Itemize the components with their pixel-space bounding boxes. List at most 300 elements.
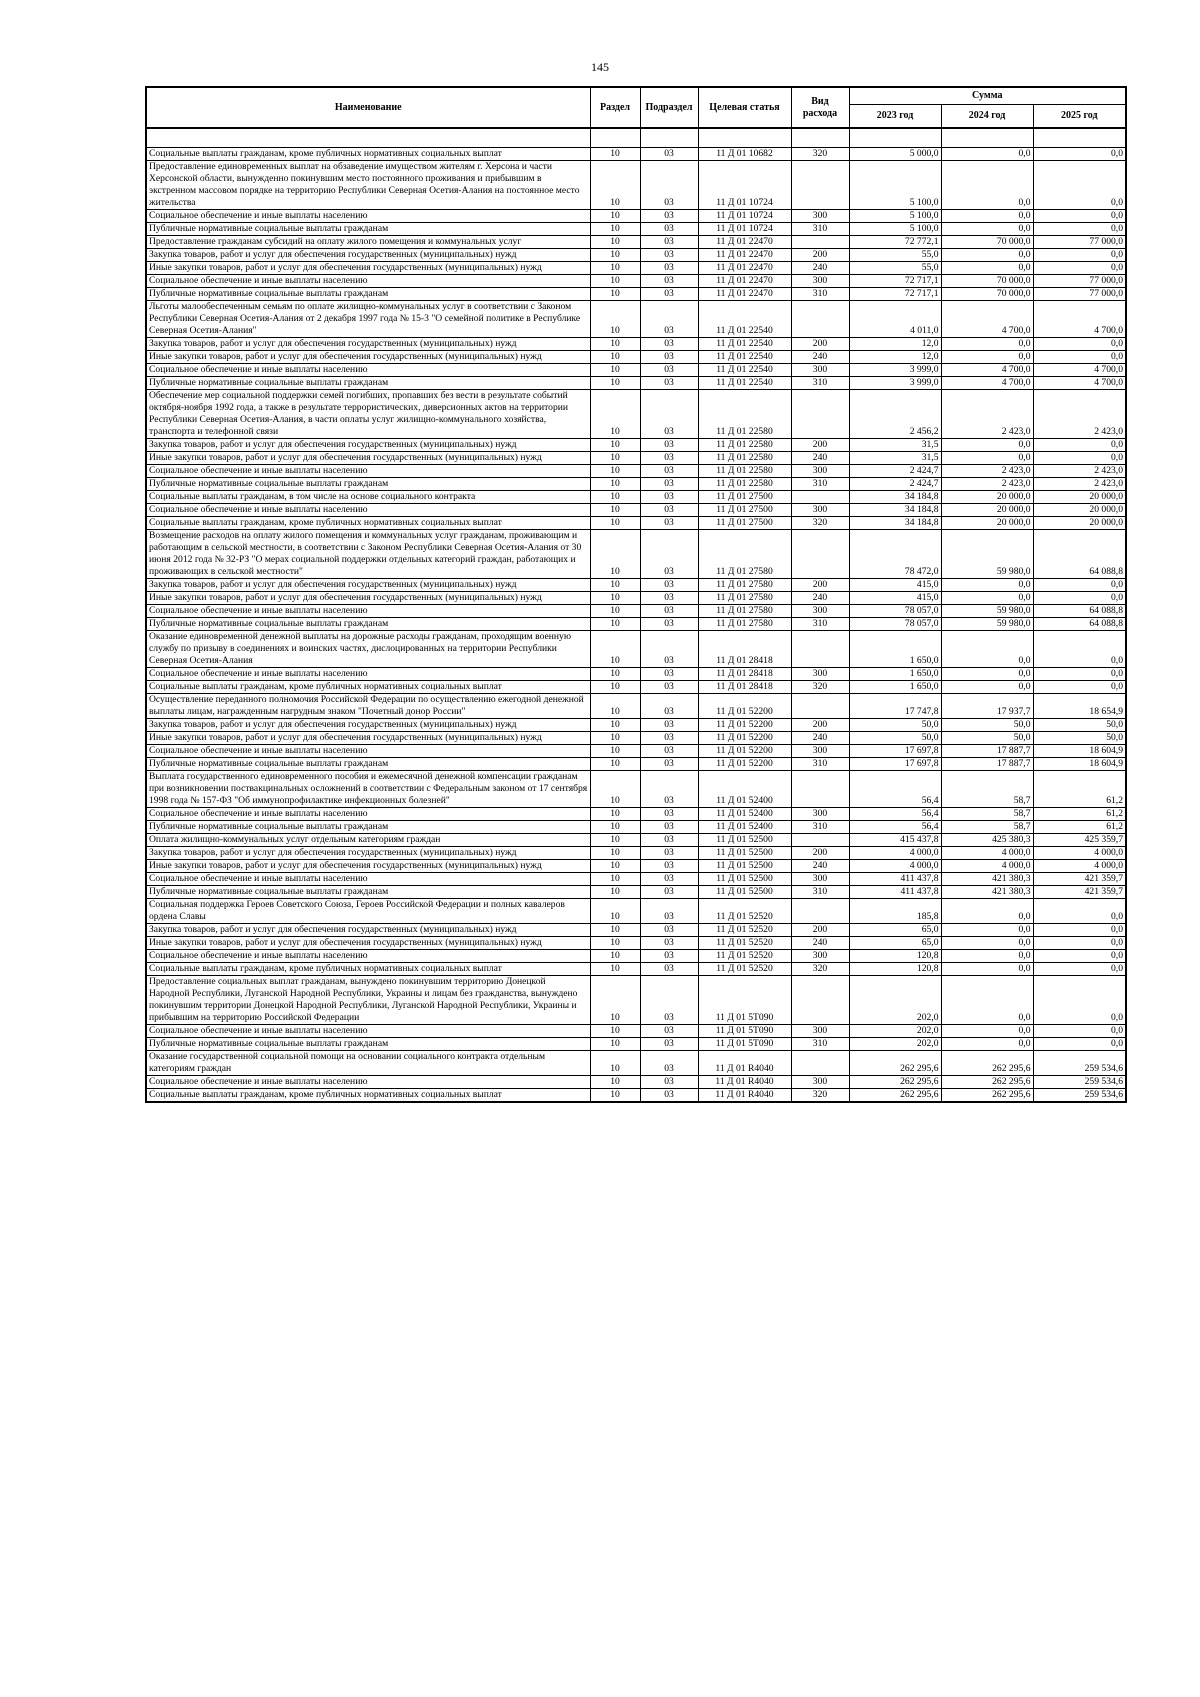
row-section: 10 — [590, 301, 640, 338]
row-amount-2023: 56,4 — [849, 808, 941, 821]
row-subsection: 03 — [640, 732, 698, 745]
row-amount-2023: 31,5 — [849, 452, 941, 465]
table-row — [146, 1051, 1126, 1076]
row-amount-2023: 12,0 — [849, 351, 941, 364]
row-subsection: 03 — [640, 963, 698, 976]
row-amount-2023: 1 650,0 — [849, 681, 941, 694]
row-expense-type: 310 — [791, 758, 849, 771]
row-section: 10 — [590, 579, 640, 592]
row-target: 11 Д 01 27500 — [698, 504, 791, 517]
row-section: 10 — [590, 262, 640, 275]
row-name: Социальное обеспечение и иные выплаты населению — [146, 275, 590, 288]
row-amount-2023: 4 000,0 — [849, 860, 941, 873]
row-expense-type: 300 — [791, 605, 849, 618]
row-target: 11 Д 01 52520 — [698, 924, 791, 937]
row-amount-2023: 78 057,0 — [849, 605, 941, 618]
row-name: Публичные нормативные социальные выплаты гражданам — [146, 223, 590, 236]
row-amount-2023: 415 437,8 — [849, 834, 941, 847]
row-target: 11 Д 01 52520 — [698, 950, 791, 963]
row-section: 10 — [590, 377, 640, 390]
row-section: 10 — [590, 847, 640, 860]
row-amount-2023: 4 011,0 — [849, 301, 941, 338]
row-subsection: 03 — [640, 1025, 698, 1038]
row-amount-2024: 0,0 — [941, 937, 1033, 950]
row-section: 10 — [590, 924, 640, 937]
row-target: 11 Д 01 10724 — [698, 210, 791, 223]
row-expense-type — [791, 530, 849, 579]
row-target: 11 Д 01 27580 — [698, 592, 791, 605]
row-subsection: 03 — [640, 618, 698, 631]
row-expense-type: 240 — [791, 860, 849, 873]
row-subsection: 03 — [640, 860, 698, 873]
row-subsection: 03 — [640, 924, 698, 937]
row-section: 10 — [590, 886, 640, 899]
row-expense-type: 300 — [791, 465, 849, 478]
row-target: 11 Д 01 27500 — [698, 491, 791, 504]
row-section: 10 — [590, 491, 640, 504]
row-expense-type — [791, 694, 849, 719]
row-name: Оказание государственной социальной помощи на основании социального контракта отдельным категориям граждан — [146, 1051, 590, 1076]
row-subsection: 03 — [640, 834, 698, 847]
row-expense-type: 320 — [791, 681, 849, 694]
row-target: 11 Д 01 52200 — [698, 758, 791, 771]
row-amount-2025: 2 423,0 — [1033, 478, 1126, 491]
table-row — [146, 771, 1126, 808]
table-row — [146, 288, 1126, 301]
row-amount-2024: 4 700,0 — [941, 364, 1033, 377]
row-name: Публичные нормативные социальные выплаты гражданам — [146, 758, 590, 771]
row-target: 11 Д 01 R4040 — [698, 1076, 791, 1089]
row-amount-2025: 0,0 — [1033, 210, 1126, 223]
row-amount-2023: 34 184,8 — [849, 504, 941, 517]
row-amount-2023: 50,0 — [849, 719, 941, 732]
row-name: Публичные нормативные социальные выплаты гражданам — [146, 618, 590, 631]
row-section: 10 — [590, 821, 640, 834]
row-target: 11 Д 01 52500 — [698, 834, 791, 847]
row-amount-2023: 1 650,0 — [849, 668, 941, 681]
row-expense-type: 310 — [791, 618, 849, 631]
header-year-2023: 2023 год — [849, 105, 941, 129]
row-expense-type: 240 — [791, 592, 849, 605]
row-expense-type: 310 — [791, 223, 849, 236]
row-name: Иные закупки товаров, работ и услуг для обеспечения государственных (муниципальных) нужд — [146, 732, 590, 745]
row-amount-2023: 78 057,0 — [849, 618, 941, 631]
row-target: 11 Д 01 22580 — [698, 452, 791, 465]
row-amount-2023: 120,8 — [849, 963, 941, 976]
row-section: 10 — [590, 161, 640, 210]
row-subsection: 03 — [640, 364, 698, 377]
table-row — [146, 886, 1126, 899]
row-subsection: 03 — [640, 377, 698, 390]
row-target: 11 Д 01 52200 — [698, 745, 791, 758]
row-amount-2024: 0,0 — [941, 579, 1033, 592]
row-section: 10 — [590, 963, 640, 976]
table-row — [146, 631, 1126, 668]
row-target: 11 Д 01 22540 — [698, 301, 791, 338]
row-amount-2024: 20 000,0 — [941, 491, 1033, 504]
row-section: 10 — [590, 605, 640, 618]
table-row — [146, 592, 1126, 605]
row-expense-type: 310 — [791, 288, 849, 301]
row-amount-2024: 20 000,0 — [941, 517, 1033, 530]
row-name: Социальные выплаты гражданам, в том числе на основе социального контракта — [146, 491, 590, 504]
row-subsection: 03 — [640, 847, 698, 860]
row-target: 11 Д 01 22470 — [698, 288, 791, 301]
row-amount-2023: 202,0 — [849, 976, 941, 1025]
table-row — [146, 924, 1126, 937]
row-target: 11 Д 01 27580 — [698, 579, 791, 592]
row-subsection: 03 — [640, 950, 698, 963]
row-target: 11 Д 01 52500 — [698, 886, 791, 899]
row-target: 11 Д 01 22580 — [698, 390, 791, 439]
row-name: Закупка товаров, работ и услуг для обеспечения государственных (муниципальных) нужд — [146, 924, 590, 937]
header-sum: Сумма — [849, 87, 1126, 105]
row-amount-2025: 0,0 — [1033, 899, 1126, 924]
row-subsection: 03 — [640, 1076, 698, 1089]
table-row — [146, 351, 1126, 364]
row-amount-2024: 2 423,0 — [941, 478, 1033, 491]
row-section: 10 — [590, 860, 640, 873]
row-amount-2023: 415,0 — [849, 592, 941, 605]
row-subsection: 03 — [640, 758, 698, 771]
row-amount-2025: 0,0 — [1033, 338, 1126, 351]
row-section: 10 — [590, 452, 640, 465]
row-name: Социальное обеспечение и иные выплаты населению — [146, 808, 590, 821]
row-name: Социальное обеспечение и иные выплаты населению — [146, 950, 590, 963]
row-amount-2023: 56,4 — [849, 771, 941, 808]
table-row — [146, 1025, 1126, 1038]
table-row — [146, 377, 1126, 390]
row-subsection: 03 — [640, 338, 698, 351]
row-subsection: 03 — [640, 605, 698, 618]
row-section: 10 — [590, 899, 640, 924]
row-expense-type: 240 — [791, 262, 849, 275]
row-subsection: 03 — [640, 478, 698, 491]
row-amount-2025: 64 088,8 — [1033, 605, 1126, 618]
row-amount-2025: 77 000,0 — [1033, 275, 1126, 288]
row-amount-2023: 3 999,0 — [849, 364, 941, 377]
table-row — [146, 745, 1126, 758]
row-name: Выплата государственного единовременного пособия и ежемесячной денежной компенсации гражданам при возникновении поствакцинальных осложнений в соответствии с Федеральным законом от 17 сентября 1998 года № 157-ФЗ "Об иммунопрофилактике инфекционных болезней" — [146, 771, 590, 808]
row-expense-type — [791, 236, 849, 249]
row-amount-2025: 0,0 — [1033, 681, 1126, 694]
table-row — [146, 732, 1126, 745]
table-row — [146, 439, 1126, 452]
row-amount-2025: 425 359,7 — [1033, 834, 1126, 847]
row-target: 11 Д 01 27580 — [698, 605, 791, 618]
row-target: 11 Д 01 22470 — [698, 236, 791, 249]
row-target: 11 Д 01 52500 — [698, 873, 791, 886]
row-section: 10 — [590, 694, 640, 719]
row-amount-2024: 0,0 — [941, 351, 1033, 364]
row-name: Предоставление социальных выплат гражданам, вынуждено покинувшим территорию Донецкой Народной Республики, Луганской Народной Республики, Украины и лицам без гражданства, вынуждено покинувшим территории Донецкой Народной Республики, Луганской Народной Республики, Украины и прибывшим на территорию Российской Федерации — [146, 976, 590, 1025]
row-target: 11 Д 01 52500 — [698, 860, 791, 873]
row-subsection: 03 — [640, 249, 698, 262]
row-amount-2024: 17 887,7 — [941, 745, 1033, 758]
row-amount-2023: 72 717,1 — [849, 288, 941, 301]
row-subsection: 03 — [640, 976, 698, 1025]
row-section: 10 — [590, 771, 640, 808]
header-year-2025: 2025 год — [1033, 105, 1126, 129]
row-name: Социальное обеспечение и иные выплаты населению — [146, 605, 590, 618]
row-section: 10 — [590, 1025, 640, 1038]
row-amount-2023: 17 697,8 — [849, 758, 941, 771]
row-amount-2025: 0,0 — [1033, 937, 1126, 950]
row-name: Социальное обеспечение и иные выплаты населению — [146, 504, 590, 517]
row-amount-2023: 50,0 — [849, 732, 941, 745]
row-target: 11 Д 01 R4040 — [698, 1089, 791, 1103]
row-amount-2024: 0,0 — [941, 976, 1033, 1025]
row-amount-2023: 202,0 — [849, 1025, 941, 1038]
row-amount-2025: 77 000,0 — [1033, 236, 1126, 249]
row-amount-2023: 65,0 — [849, 937, 941, 950]
row-target: 11 Д 01 R4040 — [698, 1051, 791, 1076]
row-name: Возмещение расходов на оплату жилого помещения и коммунальных услуг гражданам, проживающим и работающим в сельской местности, в соответствии с Законом Республики Северная Осетия-Алания от 30 июня 2012 года № 32-РЗ "О мерах социальной поддержки отдельных категорий граждан, работающих и проживающих в сельской местности" — [146, 530, 590, 579]
row-amount-2025: 50,0 — [1033, 732, 1126, 745]
row-section: 10 — [590, 808, 640, 821]
row-target: 11 Д 01 10682 — [698, 148, 791, 161]
row-amount-2025: 421 359,7 — [1033, 873, 1126, 886]
row-amount-2025: 20 000,0 — [1033, 504, 1126, 517]
row-subsection: 03 — [640, 771, 698, 808]
row-amount-2024: 70 000,0 — [941, 236, 1033, 249]
row-amount-2025: 50,0 — [1033, 719, 1126, 732]
row-name: Закупка товаров, работ и услуг для обеспечения государственных (муниципальных) нужд — [146, 249, 590, 262]
table-row — [146, 719, 1126, 732]
row-section: 10 — [590, 478, 640, 491]
table-row — [146, 681, 1126, 694]
row-amount-2025: 18 604,9 — [1033, 758, 1126, 771]
table-row — [146, 808, 1126, 821]
row-expense-type — [791, 631, 849, 668]
row-expense-type: 300 — [791, 504, 849, 517]
row-amount-2023: 17 697,8 — [849, 745, 941, 758]
row-amount-2023: 262 295,6 — [849, 1051, 941, 1076]
row-name: Социальные выплаты гражданам, кроме публичных нормативных социальных выплат — [146, 517, 590, 530]
row-name: Публичные нормативные социальные выплаты гражданам — [146, 377, 590, 390]
row-amount-2024: 70 000,0 — [941, 288, 1033, 301]
row-amount-2025: 2 423,0 — [1033, 465, 1126, 478]
row-target: 11 Д 01 52520 — [698, 899, 791, 924]
row-section: 10 — [590, 668, 640, 681]
row-expense-type: 320 — [791, 1089, 849, 1103]
row-section: 10 — [590, 223, 640, 236]
row-expense-type: 200 — [791, 847, 849, 860]
row-amount-2025: 0,0 — [1033, 579, 1126, 592]
row-amount-2025: 0,0 — [1033, 1025, 1126, 1038]
row-amount-2023: 55,0 — [849, 262, 941, 275]
row-amount-2024: 0,0 — [941, 668, 1033, 681]
row-expense-type — [791, 899, 849, 924]
header-year-2024: 2024 год — [941, 105, 1033, 129]
row-target: 11 Д 01 10724 — [698, 161, 791, 210]
row-amount-2024: 0,0 — [941, 681, 1033, 694]
row-name: Публичные нормативные социальные выплаты гражданам — [146, 1038, 590, 1051]
row-amount-2024: 0,0 — [941, 963, 1033, 976]
row-name: Социальные выплаты гражданам, кроме публичных нормативных социальных выплат — [146, 1089, 590, 1103]
row-name: Социальное обеспечение и иные выплаты населению — [146, 1076, 590, 1089]
row-amount-2024: 2 423,0 — [941, 465, 1033, 478]
row-amount-2024: 262 295,6 — [941, 1076, 1033, 1089]
row-target: 11 Д 01 22470 — [698, 249, 791, 262]
row-target: 11 Д 01 28418 — [698, 631, 791, 668]
row-target: 11 Д 01 52400 — [698, 771, 791, 808]
row-name: Публичные нормативные социальные выплаты гражданам — [146, 478, 590, 491]
row-name: Закупка товаров, работ и услуг для обеспечения государственных (муниципальных) нужд — [146, 719, 590, 732]
row-name: Социальное обеспечение и иные выплаты населению — [146, 745, 590, 758]
row-amount-2024: 20 000,0 — [941, 504, 1033, 517]
row-target: 11 Д 01 22540 — [698, 351, 791, 364]
row-expense-type: 310 — [791, 886, 849, 899]
row-name: Социальное обеспечение и иные выплаты населению — [146, 465, 590, 478]
table-row — [146, 517, 1126, 530]
row-target: 11 Д 01 52400 — [698, 821, 791, 834]
header-name: Наименование — [146, 87, 590, 128]
row-subsection: 03 — [640, 210, 698, 223]
table-row — [146, 275, 1126, 288]
row-section: 10 — [590, 758, 640, 771]
row-amount-2023: 72 772,1 — [849, 236, 941, 249]
row-amount-2023: 5 100,0 — [849, 210, 941, 223]
row-amount-2023: 2 424,7 — [849, 478, 941, 491]
budget-table — [145, 86, 1127, 1103]
row-expense-type: 200 — [791, 338, 849, 351]
row-amount-2025: 18 604,9 — [1033, 745, 1126, 758]
row-amount-2024: 59 980,0 — [941, 618, 1033, 631]
row-amount-2025: 0,0 — [1033, 668, 1126, 681]
row-name: Иные закупки товаров, работ и услуг для обеспечения государственных (муниципальных) нужд — [146, 937, 590, 950]
row-amount-2024: 58,7 — [941, 808, 1033, 821]
row-amount-2025: 20 000,0 — [1033, 517, 1126, 530]
row-target: 11 Д 01 22540 — [698, 338, 791, 351]
row-subsection: 03 — [640, 351, 698, 364]
row-name: Иные закупки товаров, работ и услуг для обеспечения государственных (муниципальных) нужд — [146, 262, 590, 275]
row-amount-2025: 64 088,8 — [1033, 618, 1126, 631]
row-section: 10 — [590, 530, 640, 579]
row-section: 10 — [590, 937, 640, 950]
row-subsection: 03 — [640, 592, 698, 605]
row-amount-2025: 259 534,6 — [1033, 1089, 1126, 1103]
row-subsection: 03 — [640, 694, 698, 719]
row-section: 10 — [590, 592, 640, 605]
row-amount-2023: 120,8 — [849, 950, 941, 963]
row-target: 11 Д 01 22470 — [698, 275, 791, 288]
row-amount-2023: 411 437,8 — [849, 886, 941, 899]
row-amount-2025: 18 654,9 — [1033, 694, 1126, 719]
row-amount-2024: 59 980,0 — [941, 530, 1033, 579]
row-section: 10 — [590, 732, 640, 745]
row-amount-2024: 0,0 — [941, 262, 1033, 275]
row-amount-2024: 0,0 — [941, 210, 1033, 223]
row-amount-2024: 421 380,3 — [941, 886, 1033, 899]
row-section: 10 — [590, 288, 640, 301]
row-name: Закупка товаров, работ и услуг для обеспечения государственных (муниципальных) нужд — [146, 439, 590, 452]
row-subsection: 03 — [640, 148, 698, 161]
row-amount-2025: 4 700,0 — [1033, 364, 1126, 377]
table-row — [146, 834, 1126, 847]
row-section: 10 — [590, 1089, 640, 1103]
row-expense-type: 200 — [791, 719, 849, 732]
row-section: 10 — [590, 148, 640, 161]
row-amount-2025: 0,0 — [1033, 439, 1126, 452]
header-target: Целевая статья — [698, 87, 791, 128]
row-target: 11 Д 01 28418 — [698, 681, 791, 694]
table-body — [146, 128, 1126, 1102]
row-amount-2024: 421 380,3 — [941, 873, 1033, 886]
row-amount-2025: 0,0 — [1033, 262, 1126, 275]
row-target: 11 Д 01 52400 — [698, 808, 791, 821]
row-amount-2024: 0,0 — [941, 592, 1033, 605]
row-amount-2023: 202,0 — [849, 1038, 941, 1051]
row-expense-type: 240 — [791, 351, 849, 364]
row-amount-2025: 61,2 — [1033, 771, 1126, 808]
table-row — [146, 873, 1126, 886]
row-target: 11 Д 01 10724 — [698, 223, 791, 236]
table-row — [146, 478, 1126, 491]
row-section: 10 — [590, 517, 640, 530]
row-expense-type: 300 — [791, 873, 849, 886]
row-expense-type — [791, 1051, 849, 1076]
row-subsection: 03 — [640, 886, 698, 899]
table-row — [146, 301, 1126, 338]
row-section: 10 — [590, 390, 640, 439]
row-section: 10 — [590, 439, 640, 452]
row-section: 10 — [590, 210, 640, 223]
row-section: 10 — [590, 1038, 640, 1051]
table-header — [146, 87, 1126, 128]
row-amount-2023: 185,8 — [849, 899, 941, 924]
row-subsection: 03 — [640, 719, 698, 732]
row-amount-2023: 5 100,0 — [849, 223, 941, 236]
row-name: Публичные нормативные социальные выплаты гражданам — [146, 886, 590, 899]
row-amount-2024: 0,0 — [941, 1025, 1033, 1038]
row-section: 10 — [590, 719, 640, 732]
row-amount-2025: 0,0 — [1033, 950, 1126, 963]
row-subsection: 03 — [640, 491, 698, 504]
row-target: 11 Д 01 27500 — [698, 517, 791, 530]
row-name: Публичные нормативные социальные выплаты гражданам — [146, 821, 590, 834]
row-amount-2023: 55,0 — [849, 249, 941, 262]
table-row — [146, 491, 1126, 504]
row-amount-2023: 34 184,8 — [849, 517, 941, 530]
row-amount-2023: 65,0 — [849, 924, 941, 937]
row-expense-type: 310 — [791, 821, 849, 834]
row-target: 11 Д 01 22580 — [698, 465, 791, 478]
row-amount-2024: 0,0 — [941, 148, 1033, 161]
table-row — [146, 694, 1126, 719]
row-expense-type — [791, 301, 849, 338]
row-expense-type: 320 — [791, 148, 849, 161]
table-row — [146, 758, 1126, 771]
row-amount-2025: 4 700,0 — [1033, 301, 1126, 338]
row-subsection: 03 — [640, 288, 698, 301]
row-name: Иные закупки товаров, работ и услуг для обеспечения государственных (муниципальных) нужд — [146, 351, 590, 364]
row-name: Социальное обеспечение и иные выплаты населению — [146, 210, 590, 223]
table-row — [146, 618, 1126, 631]
row-amount-2025: 0,0 — [1033, 452, 1126, 465]
row-amount-2023: 5 100,0 — [849, 161, 941, 210]
row-amount-2025: 0,0 — [1033, 924, 1126, 937]
row-expense-type: 240 — [791, 452, 849, 465]
row-name: Оплата жилищно-коммунальных услуг отдельным категориям граждан — [146, 834, 590, 847]
row-amount-2023: 1 650,0 — [849, 631, 941, 668]
row-section: 10 — [590, 1051, 640, 1076]
row-amount-2024: 50,0 — [941, 732, 1033, 745]
row-amount-2024: 50,0 — [941, 719, 1033, 732]
row-amount-2023: 34 184,8 — [849, 491, 941, 504]
row-name: Предоставление гражданам субсидий на оплату жилого помещения и коммунальных услуг — [146, 236, 590, 249]
row-subsection: 03 — [640, 452, 698, 465]
